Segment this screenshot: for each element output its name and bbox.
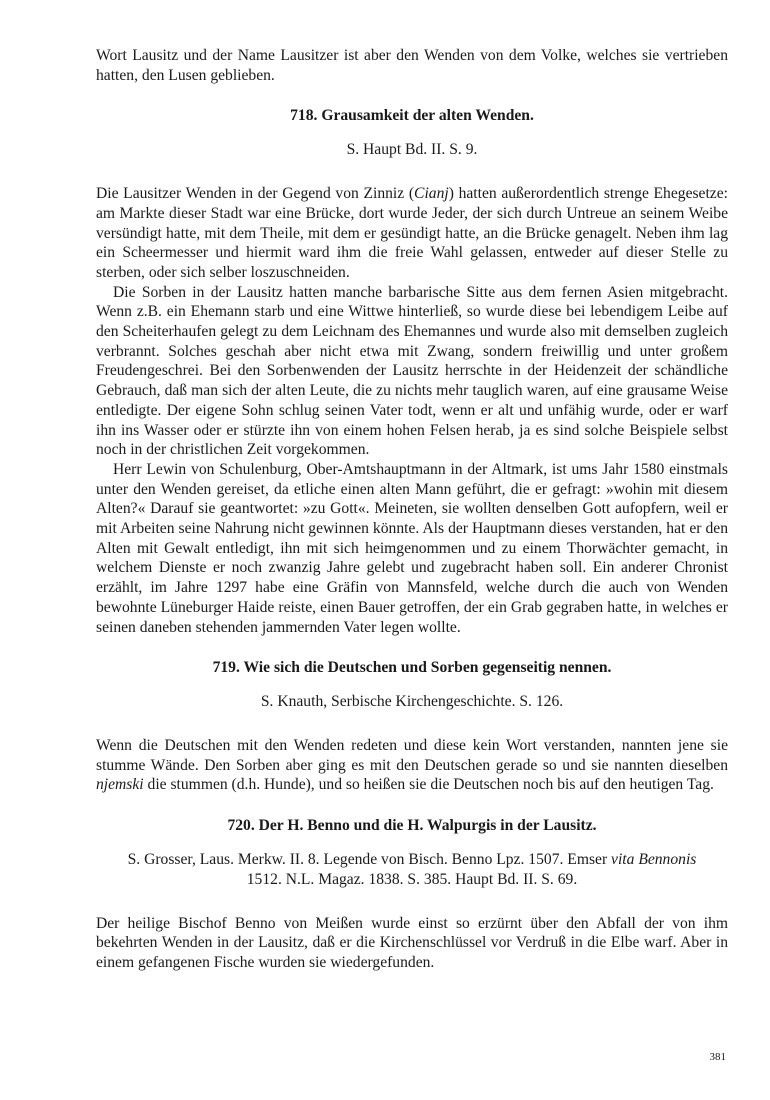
text-run: Wenn die Deutschen mit den Wenden redeten und diese kein Wort verstanden, nannten jene sie stumme Wände. Den Sorben aber ging es mit den Deutschen gerade so und sie nannten dieselben [96,736,728,774]
text-run: 1512. N.L. Magaz. 1838. S. 385. Haupt Bd. II. S. 69. [246,870,578,888]
section-720-source [96,850,728,889]
page-body [96,46,728,973]
text-run: Die Lausitzer Wenden in der Gegend von Zinniz ( [96,185,415,203]
text-run: die stummen (d.h. Hunde), und so heißen sie die Deutschen noch bis auf den heutigen Tag. [143,776,714,794]
section-719-paragraph-1 [96,736,728,795]
italic-word: njemski [96,776,144,794]
section-720-title: 720. Der H. Benno und die H. Walpurgis in der Lausitz. [227,817,597,835]
section-718-paragraph-3: Herr Lewin von Schulenburg, Ober-Amtshauptmann in der Altmark, ist ums Jahr 1580 einstmals unter den Wenden gereiset, da etliche einen alten Mann geführt, die er gefragt: »wohin mit diesem Alten?« Darauf sie geantwortet: »zu Gott«. Meineten, sie wollten denselben Gott aufopfern, weil er mit Arbeiten seine Nahrung nicht gewinnen könnte. Als der Hauptmann dieses verstanden, hat er den Alten mit Gewalt entledigt, ihn mit sich heimgenommen und zu einem Thorwächter gemacht, in welchem Dienste er noch zwanzig Jahre gelebt und zugebracht haben soll. Ein anderer Chronist erzählt, im Jahre 1297 habe eine Gräfin von Mannsfeld, welche durch die auch von Wenden bewohnte Lüneburger Haide reiste, einen Bauer getroffen, der ein Grab gegraben hatte, in welches er seinen daneben stehenden jammernden Vater legen wollte. [96,460,728,636]
section-719-title: 719. Wie sich die Deutschen und Sorben gegenseitig nennen. [212,659,612,677]
section-718-title: 718. Grausamkeit der alten Wenden. [290,107,534,125]
section-718-source: S. Haupt Bd. II. S. 9. [346,141,478,159]
text-run: S. Grosser, Laus. Merkw. II. 8. Legende von Bisch. Benno Lpz. 1507. Emser [127,851,612,869]
italic-title: vita Bennonis [611,851,697,869]
section-720-paragraph-1: Der heilige Bischof Benno von Meißen wurde einst so erzürnt über den Abfall der von ihm bekehrten Wenden in der Lausitz, daß er die Kirchenschlüssel vor Verdruß in die Elbe warf. Aber in einem gefangenen Fische wurden sie wiedergefunden. [96,914,728,971]
intro-paragraph: Wort Lausitz und der Name Lausitzer ist aber den Wenden von dem Volke, welches sie vertrieben hatten, den Lusen geblieben. [96,47,728,84]
page-number: 381 [709,1051,726,1063]
text-run: ) hatten außerordentlich strenge Ehegesetze: am Markte dieser Stadt war eine Brücke, dort wurde Jeder, der sich durch Untreue an seinem Weibe versündigt hatte, mit dem Theile, mit dem er gesündigt hatte, an die Brücke genagelt. Neben ihm lag ein Scheermesser und hiermit ward ihm die freie Wahl gelassen, entweder auf dieser Stelle zu sterben, oder sich selber loszuschneiden. [96,185,728,281]
section-719-source: S. Knauth, Serbische Kirchengeschichte. S. 126. [260,693,564,711]
italic-place-name: Cianj [414,185,449,203]
section-718-paragraph-2: Die Sorben in der Lausitz hatten manche barbarische Sitte aus dem fernen Asien mitgebracht. Wenn z.B. ein Ehemann starb und eine Wittwe hinterließ, so wurde diese bei lebendigem Leibe auf den Scheiterhaufen gelegt zu dem Leichnam des Ehemannes und wurde also mit demselben zugleich verbrannt. Solches geschah aber nicht etwa mit Zwang, sondern freiwillig und unter großem Freudengeschrei. Bei den Sorbenwenden der Lausitz herrschte in der Heidenzeit der schändliche Gebrauch, daß man sich der alten Leute, die zu nichts mehr tauglich waren, auf eine grausame Weise entledigte. Der eigene Sohn schlug seinen Vater todt, wenn er alt und unfähig wurde, oder er warf ihn ins Wasser oder er stürzte ihn von einem hohen Felsen herab, ja es sind solche Beispiele selbst noch in der christlichen Zeit vorgekommen. [96,283,728,459]
section-718-paragraph-1 [96,184,728,283]
